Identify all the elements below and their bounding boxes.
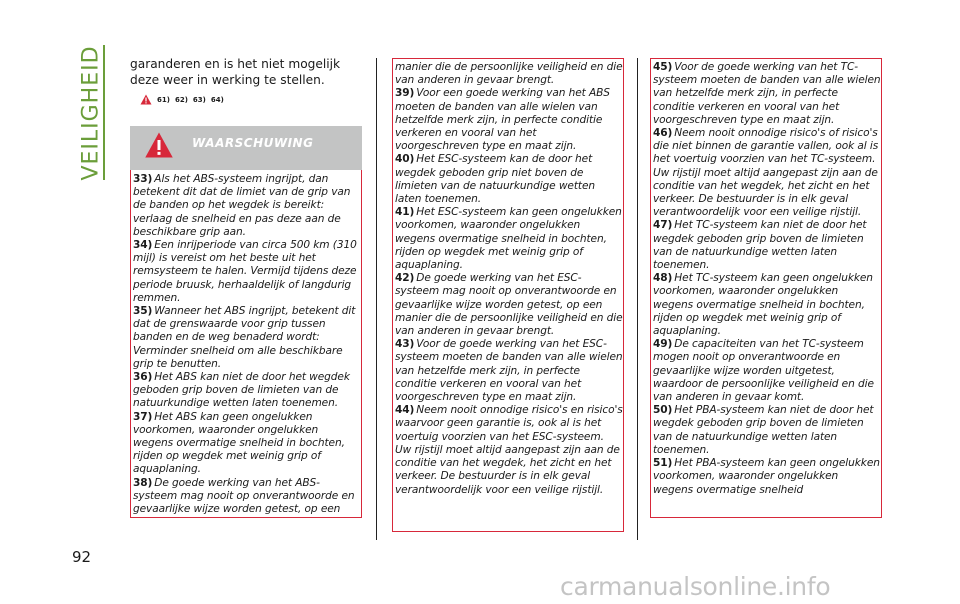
warning-item-text: Neem nooit onnodige risico's of risico's die niet binnen de garantie vallen, ook al is het voertuig voorzien van het TC-systeem. Uw rijstijl moet altijd aangepast zijn aan de conditie van het wegdek, het zicht en het verkeer. De bestuurder is in elk geval verantwoordelijk voor een veilige rijstijl.	[653, 127, 879, 219]
warning-item-number: 41)	[395, 206, 415, 219]
warning-item-number: 36)	[133, 371, 153, 384]
warning-item-number: 33)	[133, 173, 153, 185]
warning-item	[653, 61, 881, 127]
warning-continuation: manier die de persoonlijke veiligheid en die van anderen in gevaar brengt.	[395, 61, 623, 87]
warning-item-text: Wanneer het ABS ingrijpt, betekent dit dat de grenswaarde voor grip tussen banden en de weg benaderd wordt: Verminder snelheid om alle beschikbare grip te benutten.	[133, 305, 356, 370]
warning-item	[395, 272, 623, 338]
warning-ref: 64)	[210, 95, 224, 104]
warning-item-text: Het ESC-systeem kan geen ongelukken voorkomen, waaronder ongelukken wegens overmatige snelheid in bochten, rijden op wegdek met weinig grip of aquaplaning.	[395, 206, 622, 272]
warning-item-text: Voor de goede werking van het ESC-systeem moeten de banden van alle wielen van hetzelfde merk zijn, in perfecte conditie verkeren en vooral van het voorgeschreven type en maat zijn.	[395, 338, 623, 404]
warning-item-number: 39)	[395, 87, 415, 100]
section-title: VEILIGHEID	[78, 44, 104, 181]
warning-item	[653, 219, 881, 272]
warning-item-number: 35)	[133, 305, 153, 318]
warning-item-number: 48)	[653, 272, 673, 285]
warning-header	[130, 126, 362, 170]
warning-item-number: 38)	[133, 476, 153, 489]
warning-item	[133, 305, 361, 371]
warning-item	[395, 153, 623, 206]
warning-item-number: 42)	[395, 272, 415, 285]
warning-item-text: Een inrijperiode van circa 500 km (310 mijl) is vereist om het beste uit het remsysteem te halen. Vermijd tijdens deze periode bruusk, herhaaldelijk of langdurig remmen.	[133, 239, 357, 304]
warning-item-text: De goede werking van het ESC-systeem mag nooit op onverantwoorde en gevaarlijke wijze worden getest, op een manier die de persoonlijke veiligheid en die van anderen in gevaar brengt.	[395, 272, 623, 338]
warning-item-text: Voor een goede werking van het ABS moeten de banden van alle wielen van hetzelfde merk zijn, in perfecte conditie verkeren en vooral van het voorgeschreven type en maat zijn.	[395, 87, 610, 153]
warning-item-number: 44)	[395, 404, 415, 417]
warning-item	[653, 272, 881, 338]
warning-item	[395, 338, 623, 404]
column-divider	[376, 58, 377, 540]
warning-column-2	[395, 61, 623, 497]
warning-ref: 63)	[192, 95, 206, 104]
warning-item-text: Het TC-systeem kan niet de door het wegdek geboden grip boven de limieten van de natuurkundige wetten laten toenemen.	[653, 219, 867, 272]
page-number: 92	[72, 548, 92, 566]
warning-item-number: 46)	[653, 127, 673, 140]
warning-item	[133, 371, 361, 411]
warning-item-number: 47)	[653, 219, 673, 232]
warning-item-text: Het ABS kan geen ongelukken voorkomen, waaronder ongelukken wegens overmatige snelheid in bochten, rijden op wegdek met weinig grip of aquaplaning.	[133, 410, 345, 476]
warning-item	[653, 404, 881, 457]
warning-item	[395, 87, 623, 153]
warning-item-text: Het ESC-systeem kan de door het wegdek geboden grip niet boven de limieten van de natuurkundige wetten laten toenemen.	[395, 153, 595, 206]
warning-item-text: Als het ABS-systeem ingrijpt, dan betekent dit dat de limiet van de grip van de banden op het wegdek is bereikt: verlaag de snelheid en pas deze aan de beschikbare grip aan.	[133, 173, 351, 238]
warning-item-text: Het TC-systeem kan geen ongelukken voorkomen, waaronder ongelukken wegens overmatige snelheid in bochten, rijden op wegdek met weinig grip of aquaplaning.	[653, 272, 873, 338]
warning-item-number: 37)	[133, 410, 153, 423]
warning-item	[133, 239, 361, 305]
warning-item-text: Neem nooit onnodige risico's en risico's waarvoor geen garantie is, ook al is het voertuig voorzien van het ESC-systeem. Uw rijstijl moet altijd aangepast zijn aan de conditie van het wegdek, het zicht en het verkeer. De bestuurder is in elk geval verantwoordelijk voor een veilige rijstijl.	[395, 404, 623, 496]
warning-item-number: 50)	[653, 404, 673, 417]
warning-references	[140, 94, 224, 105]
warning-triangle-icon	[140, 94, 152, 105]
warning-item-number: 40)	[395, 153, 415, 166]
warning-ref: 62)	[174, 95, 188, 104]
warning-item-number: 43)	[395, 338, 415, 351]
warning-item-text: Het ABS kan niet de door het wegdek geboden grip boven de limieten van de natuurkundige wetten laten toenemen.	[133, 371, 350, 410]
warning-item	[133, 477, 361, 517]
warning-item-text: De goede werking van het ABS-systeem mag nooit op onverantwoorde en gevaarlijke wijze worden getest, op een	[133, 476, 355, 516]
warning-item-text: Het PBA-systeem kan niet de door het wegdek geboden grip boven de limieten van de natuurkundige wetten laten toenemen.	[653, 404, 874, 456]
column-divider	[637, 58, 638, 540]
warning-ref: 61)	[157, 95, 170, 104]
intro-paragraph: garanderen en is het niet mogelijk deze weer in werking te stellen.	[130, 57, 341, 87]
warning-triangle-icon	[144, 131, 174, 159]
warning-item	[395, 206, 623, 272]
warning-column-3	[653, 61, 881, 497]
warning-heading: WAARSCHUWING	[192, 136, 314, 150]
warning-item	[653, 338, 881, 404]
warning-column-1	[133, 173, 361, 516]
warning-item	[653, 457, 881, 497]
warning-item-text: Het PBA-systeem kan geen ongelukken voorkomen, waaronder ongelukken wegens overmatige snelheid	[653, 457, 880, 496]
warning-item-number: 34)	[133, 239, 153, 252]
section-title-bar	[103, 45, 105, 180]
warning-item-text: Voor de goede werking van het TC-systeem moeten de banden van alle wielen van hetzelfde merk zijn, in perfecte conditie verkeren en vooral van het voorgeschreven type en maat zijn.	[653, 61, 881, 126]
warning-item	[133, 173, 361, 239]
warning-item-text: De capaciteiten van het TC-systeem mogen nooit op onverantwoorde en gevaarlijke wijze worden uitgetest, waardoor de persoonlijke veiligheid en die van anderen in gevaar komt.	[653, 338, 874, 404]
warning-item	[653, 127, 881, 219]
warning-item-number: 51)	[653, 457, 673, 470]
warning-item-number: 49)	[653, 338, 673, 351]
watermark: carmanualsonline.info	[560, 572, 831, 601]
warning-item	[395, 404, 623, 496]
warning-item	[133, 411, 361, 477]
warning-item-number: 45)	[653, 61, 673, 73]
